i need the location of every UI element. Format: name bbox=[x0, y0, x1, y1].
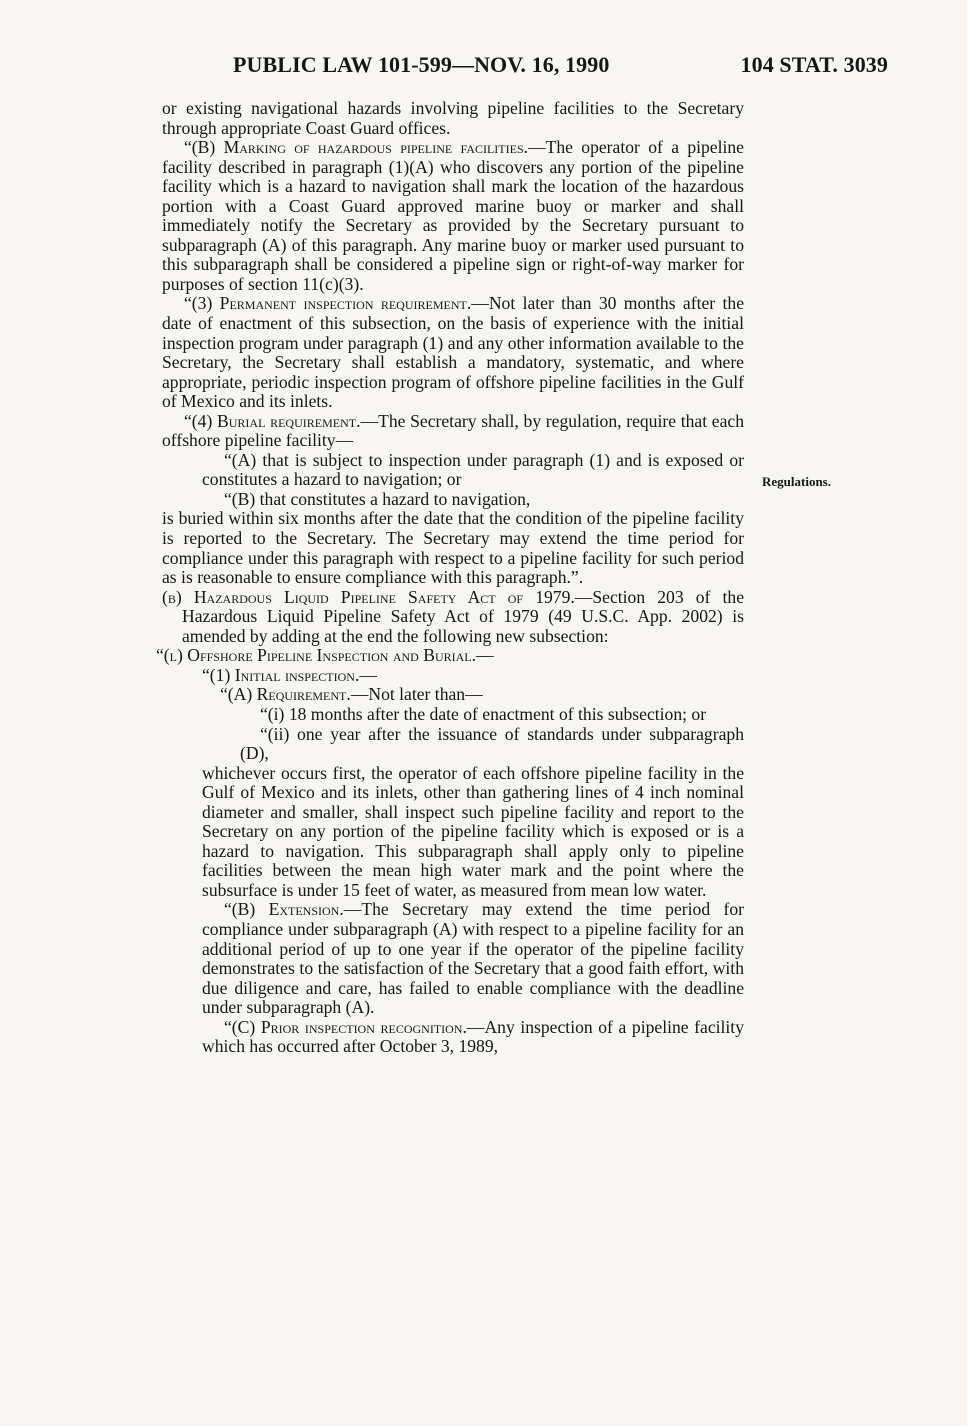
section-heading: “(4) Burial requirement. bbox=[184, 410, 361, 431]
section-heading: “(B) Extension. bbox=[224, 899, 344, 920]
paragraph: “(B) Extension.—The Secretary may extend the time period for compliance under subparagraph (A) with respect to a pipeline facility for an additional period of up to one year if the operator of the pipeline facility demonstrates to the satisfaction of the Secretary that a good faith effort, with due diligence and care, has failed to enable compliance with the deadline under subparagraph (A). bbox=[202, 899, 744, 1018]
paragraph: “(A) Requirement.—Not later than— bbox=[220, 684, 483, 705]
section-heading: “(C) Prior inspection recognition. bbox=[224, 1016, 467, 1037]
paragraph: “(B) that constitutes a hazard to navigation, bbox=[224, 488, 531, 509]
paragraph: (b) Hazardous Liquid Pipeline Safety Act of 1979.—Section 203 of the Hazardous Liquid Pipeline Safety Act of 1979 (49 U.S.C. App. 2002) is amended by adding at the end the following new subsection: bbox=[162, 586, 744, 646]
paragraph: “(ii) one year after the issuance of standards under subparagraph (D), bbox=[240, 723, 744, 764]
paragraph: “(3) Permanent inspection requirement.—Not later than 30 months after the date of enactment of this subsection, on the basis of experience with the initial inspection program under paragraph (1) and any other information available to the Secretary, the Secretary shall establish a mandatory, systematic, and where appropriate, periodic inspection program of offshore pipeline facilities in the Gulf of Mexico and its inlets. bbox=[162, 293, 745, 412]
margin-note: Regulations. bbox=[762, 474, 831, 489]
header-page-ref: 104 STAT. 3039 bbox=[740, 52, 888, 77]
body-text bbox=[156, 98, 745, 1057]
section-heading: “(l) Offshore Pipeline Inspection and Burial. bbox=[156, 645, 477, 666]
header-title: PUBLIC LAW 101-599—NOV. 16, 1990 bbox=[233, 52, 610, 77]
section-heading: “(A) Requirement. bbox=[220, 684, 351, 705]
section-heading: “(1) Initial inspection. bbox=[202, 664, 360, 685]
paragraph: “(i) 18 months after the date of enactment of this subsection; or bbox=[260, 703, 707, 724]
paragraph: whichever occurs first, the operator of each offshore pipeline facility in the Gulf of Mexico and its inlets, other than gathering lines of 4 inch nominal diameter and smaller, shall inspect such pipeline facility and report to the Secretary on any portion of the pipeline facility which is exposed or is a hazard to navigation. This subparagraph shall apply only to pipeline facilities between the mean high water mark and the point where the subsurface is under 15 feet of water, as measured from mean low water. bbox=[202, 762, 744, 900]
paragraph: “(A) that is subject to inspection under paragraph (1) and is exposed or constitutes a hazard to navigation; or bbox=[202, 449, 744, 490]
paragraph: is buried within six months after the date that the condition of the pipeline facility is reported to the Secretary. The Secretary may extend the time period for compliance under this paragraph with respect to a pipeline facility for such period as is reasonable to ensure compliance with this paragraph.”. bbox=[162, 508, 744, 588]
paragraph: “(B) Marking of hazardous pipeline facilities.—The operator of a pipeline facility described in paragraph (1)(A) who discovers any portion of the pipeline facility which is a hazard to navigation shall mark the location of the hazardous portion with a Coast Guard approved marine buoy or marker and shall immediately notify the Secretary as provided by the Secretary pursuant to subparagraph (A) of this paragraph. Any marine buoy or marker used pursuant to this subparagraph shall be considered a pipeline sign or right-of-way marker for purposes of section 11(c)(3). bbox=[162, 137, 744, 294]
section-heading: “(B) Marking of hazardous pipeline facilities. bbox=[184, 137, 529, 158]
paragraph: or existing navigational hazards involving pipeline facilities to the Secretary through appropriate Coast Guard offices. bbox=[162, 98, 744, 138]
page-header bbox=[233, 52, 888, 84]
section-heading: “(3) Permanent inspection requirement. bbox=[184, 293, 472, 314]
paragraph: “(C) Prior inspection recognition.—Any inspection of a pipeline facility which has occurred after October 3, 1989, bbox=[202, 1016, 744, 1057]
paragraph: “(l) Offshore Pipeline Inspection and Burial.— bbox=[156, 645, 494, 666]
section-heading: (b) Hazardous Liquid Pipeline Safety Act of 1979. bbox=[162, 586, 575, 607]
paragraph: “(4) Burial requirement.—The Secretary shall, by regulation, require that each offshore pipeline facility— bbox=[162, 410, 744, 451]
paragraph: “(1) Initial inspection.— bbox=[202, 664, 377, 685]
